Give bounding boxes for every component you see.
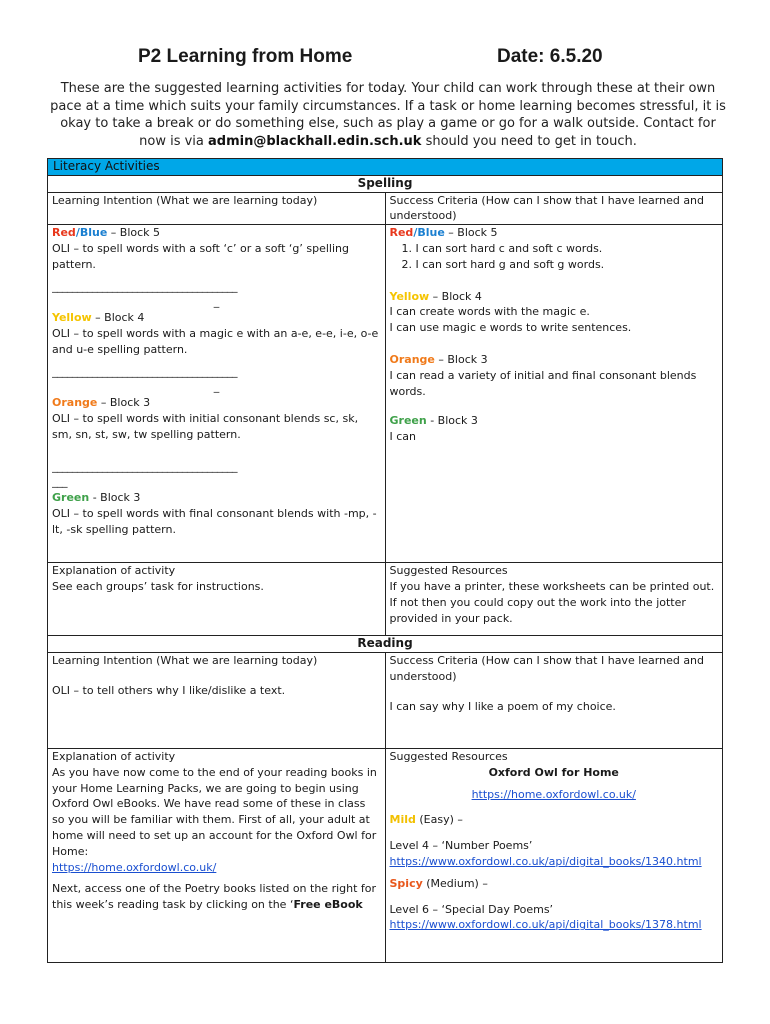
spelling-expl-cell bbox=[48, 563, 386, 636]
list-item: 2. I can sort hard g and soft g words. bbox=[416, 257, 719, 273]
orange-criteria: I can read a variety of initial and final consonant blends words. bbox=[389, 368, 697, 398]
group-yellow-label: Yellow bbox=[52, 311, 92, 325]
separator-line: _____________________________________ bbox=[52, 364, 237, 378]
oxford-owl-title: Oxford Owl for Home bbox=[488, 765, 619, 779]
group-red-label: Red bbox=[52, 226, 76, 240]
group-blue-label: Blue bbox=[79, 226, 108, 240]
title-row bbox=[0, 46, 770, 74]
red-blue-criteria-list bbox=[390, 241, 719, 273]
page-title: P2 Learning from Home bbox=[138, 46, 353, 67]
spelling-heading: Spelling bbox=[48, 175, 723, 192]
spelling-expl-header: Explanation of activity bbox=[52, 564, 176, 578]
reading-expl-cell bbox=[48, 748, 386, 962]
activities-table bbox=[47, 158, 723, 963]
spelling-success-criteria: Red/Blue – Block 5 1. I can sort hard c and soft c words. 2. I can sort hard g and soft g words. Yellow – Block 4 I can create words with the magic e. I can use magic e words to write sentences. Orange – Block 3 I can read a variety of initial and final consonant blends words. Green - Block 3 I can bbox=[385, 225, 723, 563]
level-6-title: Level 6 – ‘Special Day Poems’ bbox=[389, 902, 554, 916]
number-poems-link[interactable]: https://www.oxfordowl.co.uk/api/digital_books/1340.html bbox=[389, 854, 702, 868]
page-date: Date: 6.5.20 bbox=[497, 46, 603, 67]
green-criteria: I can bbox=[389, 430, 417, 444]
spelling-learning-intentions: Red/Blue – Block 5 OLI – to spell words with a soft ‘c’ or a soft ‘g’ spelling pattern. _____________________________________ _ Yellow – Block 4 OLI – to spell words with a magic e with an a-e, e-e, i-e, o-e and u-e spelling pattern. _____________________________________ _ Orange – Block 3 OLI – to spell words with initial consonant blends sc, sk, sm, sn, st, sw, tw spelling pattern. _____________________________________ ___ Green - Block 3 OLI – to spell words with final consonant blends with -mp, -lt, -sk spelling pattern. bbox=[48, 225, 386, 563]
intro-text: These are the suggested learning activities for today. Your child can work through these at their own pace at a time which suits your family circumstances. If a task or home learning becomes stressful, it is okay to take a break or do something else, such as play a game or go for a walk outside. Contact for now is via bbox=[50, 81, 726, 149]
separator-line: _____________________________________ bbox=[52, 279, 237, 293]
oxford-owl-home-link[interactable]: https://home.oxfordowl.co.uk/ bbox=[471, 787, 636, 801]
red-blue-oli: OLI – to spell words with a soft ‘c’ or a soft ‘g’ spelling pattern. bbox=[52, 241, 349, 271]
spelling-res-text: If you have a printer, these worksheets can be printed out. If not then you could copy out the work into the jotter provided in your pack. bbox=[389, 579, 715, 625]
oxford-owl-link[interactable]: https://home.oxfordowl.co.uk/ bbox=[52, 860, 217, 874]
mild-label: Mild bbox=[389, 813, 416, 827]
group-orange-label: Orange bbox=[52, 396, 98, 410]
reading-heading: Reading bbox=[48, 636, 723, 653]
reading-expl-text: As you have now come to the end of your reading books in your Home Learning Packs, we are going to begin using Oxford Owl eBooks. We have read some of these in class so you will be familiar with them. First of all, your adult at home will need to set up an account for the Oxford Owl for Home: bbox=[52, 765, 377, 858]
spelling-sc-header: Success Criteria (How can I show that I have learned and understood) bbox=[385, 192, 723, 225]
yellow-oli: OLI – to spell words with a magic e with an a-e, e-e, i-e, o-e and u-e spelling pattern. bbox=[52, 326, 379, 356]
reading-sc-header: Success Criteria (How can I show that I have learned and understood) bbox=[389, 653, 705, 683]
spelling-res-cell bbox=[385, 563, 723, 636]
reading-res-header: Suggested Resources bbox=[389, 749, 508, 763]
separator-line: _____________________________________ bbox=[52, 459, 237, 473]
reading-li-text: OLI – to tell others why I like/dislike a text. bbox=[52, 683, 286, 697]
intro-paragraph bbox=[48, 80, 728, 150]
yellow-criteria-1: I can create words with the magic e. bbox=[389, 305, 590, 319]
orange-oli: OLI – to spell words with initial consonant blends sc, sk, sm, sn, st, sw, tw spelling pattern. bbox=[52, 411, 359, 441]
reading-res-cell: Suggested Resources Oxford Owl for Home https://home.oxfordowl.co.uk/ Mild (Easy) – Level 4 – ‘Number Poems’ https://www.oxfordowl.co.uk/api/digital_books/1340.html Spicy (Medium) – Level 6 – ‘Special Day Poems’ https://www.oxfordowl.co.uk/api/digital_books/1378.html bbox=[385, 748, 723, 962]
reading-sc-cell bbox=[385, 652, 723, 748]
spelling-li-header: Learning Intention (What we are learning today) bbox=[48, 192, 386, 225]
special-day-poems-link[interactable]: https://www.oxfordowl.co.uk/api/digital_books/1378.html bbox=[389, 918, 702, 932]
reading-li-header: Learning Intention (What we are learning today) bbox=[52, 653, 318, 667]
intro-text-end: should you need to get in touch. bbox=[421, 133, 637, 149]
spelling-expl-text: See each groups’ task for instructions. bbox=[52, 579, 264, 593]
reading-li-cell bbox=[48, 652, 386, 748]
contact-email[interactable]: admin@blackhall.edin.sch.uk bbox=[208, 133, 422, 149]
literacy-banner: Literacy Activities bbox=[48, 159, 723, 176]
list-item: 1. I can sort hard c and soft c words. bbox=[416, 241, 719, 257]
yellow-criteria-2: I can use magic e words to write sentences. bbox=[389, 321, 632, 335]
spelling-res-header: Suggested Resources bbox=[389, 564, 508, 578]
reading-sc-text: I can say why I like a poem of my choice. bbox=[389, 699, 616, 713]
green-oli: OLI – to spell words with final consonant blends with -mp, -lt, -sk spelling pattern. bbox=[52, 506, 377, 536]
reading-expl-header: Explanation of activity bbox=[52, 749, 176, 763]
level-4-title: Level 4 – ‘Number Poems’ bbox=[389, 839, 533, 853]
spicy-label: Spicy bbox=[389, 876, 423, 890]
group-green-label: Green bbox=[52, 491, 90, 505]
reading-expl-text-2: Next, access one of the Poetry books listed on the right for this week’s reading task by clicking on the ‘Free eBook bbox=[52, 882, 377, 912]
